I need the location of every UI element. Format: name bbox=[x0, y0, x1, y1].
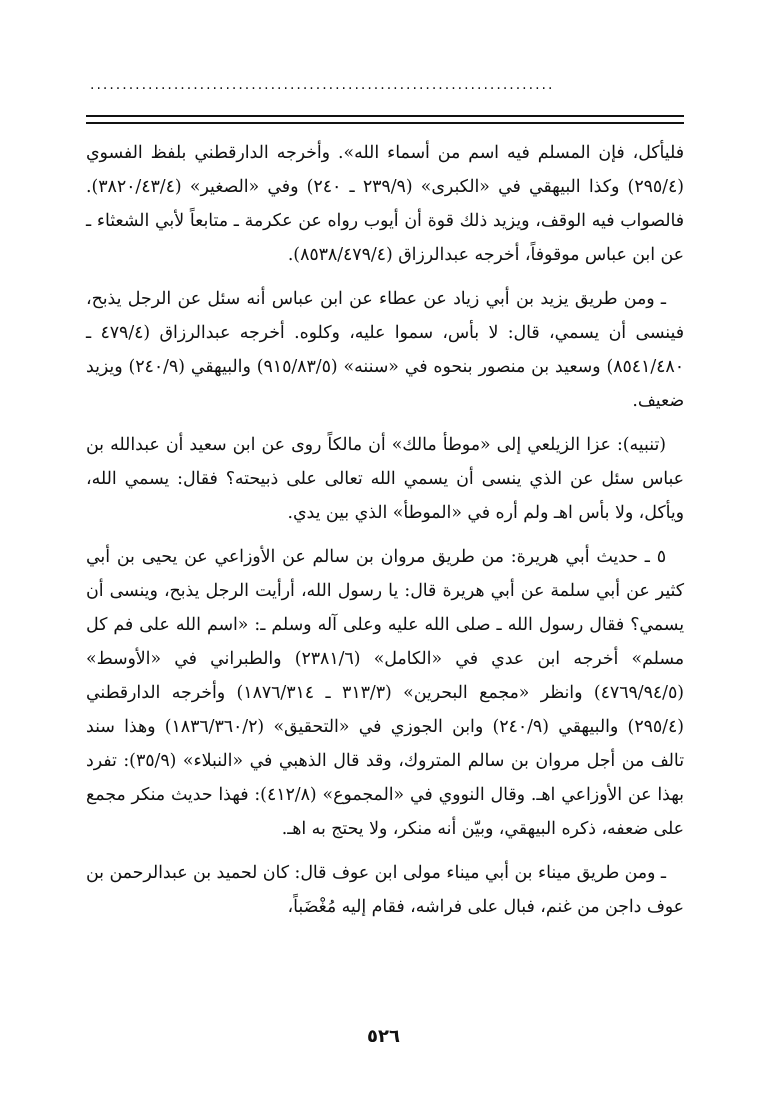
header-dotted-line: ........................................................................ bbox=[90, 80, 555, 90]
header-rule-top bbox=[86, 115, 684, 117]
paragraph-continuation: فليأكل، فإن المسلم فيه اسم من أسماء الله». وأخرجه الدارقطني بلفظ الفسوي (٢٩٥/٤) وكذا البيهقي في «الكبرى» (٢٣٩/٩ ـ ٢٤٠) وفي «الصغير» (٣٨٢٠/٤٣/٤). فالصواب فيه الوقف، ويزيد ذلك قوة أن أيوب رواه عن عكرمة ـ متابعاً لأبي الشعثاء ـ عن ابن عباس موقوفاً، أخرجه عبدالرزاق (٨٥٣٨/٤٧٩/٤). bbox=[86, 143, 685, 265]
page-number: ٥٢٦ bbox=[367, 1026, 400, 1047]
paragraph-ibn-abbas-route: ـ ومن طريق يزيد بن أبي زياد عن عطاء عن ابن عباس أنه سئل عن الرجل يذبح، فينسى أن يسمي، قال: لا بأس، سموا عليه، وكلوه. أخرجه عبدالرزاق (٤٧٩/٤ ـ ٨٥٤١/٤٨٠) وسعيد بن منصور بنحوه في «سننه» (٩١٥/٨٣/٥) والبيهقي (٢٤٠/٩) ويزيد ضعيف. bbox=[86, 289, 685, 411]
header-rule-bottom bbox=[86, 122, 684, 124]
paragraph-abu-hurayra-hadith: ٥ ـ حديث أبي هريرة: من طريق مروان بن سالم عن الأوزاعي عن يحيى بن أبي كثير عن أبي سلمة عن أبي هريرة قال: يا رسول الله، أرأيت الرجل يذبح، وينسى أن يسمي؟ فقال رسول الله ـ صلى الله عليه وعلى آله وسلم ـ: «اسم الله على فم كل مسلم» أخرجه ابن عدي في «الكامل» (٢٣٨١/٦) والطبراني في «الأوسط» (٤٧٦٩/٩٤/٥) وانظر «مجمع البحرين» (٣١٣/٣ ـ ١٨٧٦/٣١٤) وأخرجه الدارقطني (٢٩٥/٤) والبيهقي (٢٤٠/٩) وابن الجوزي في «التحقيق» (١٨٣٦/٣٦٠/٢) وهذا سند تالف من أجل مروان بن سالم المتروك، وقد قال الذهبي في «النبلاء» (٣٥/٩): تفرد بهذا عن الأوزاعي اهـ. وقال النووي في «المجموع» (٤١٢/٨): فهذا حديث منكر مجمع على ضعفه، ذكره البيهقي، وبيّن أنه منكر، ولا يحتج به اهـ. bbox=[86, 547, 685, 839]
paragraph-note: (تنبيه): عزا الزيلعي إلى «موطأ مالك» أن مالكاً روى عن ابن سعيد أن عبدالله بن عباس سئل عن الذي ينسى أن يسمي الله تعالى على ذبيحته؟ فقال: يسمي الله، ويأكل، ولا بأس اهـ ولم أره في «الموطأ» الذي بين يدي. bbox=[86, 435, 684, 523]
page-body bbox=[86, 136, 684, 934]
paragraph-mina-route: ـ ومن طريق ميناء بن أبي ميناء مولى ابن عوف قال: كان لحميد بن عبدالرحمن بن عوف داجن من غنم، فبال على فراشه، فقام إليه مُغْضَباً، bbox=[86, 863, 684, 917]
